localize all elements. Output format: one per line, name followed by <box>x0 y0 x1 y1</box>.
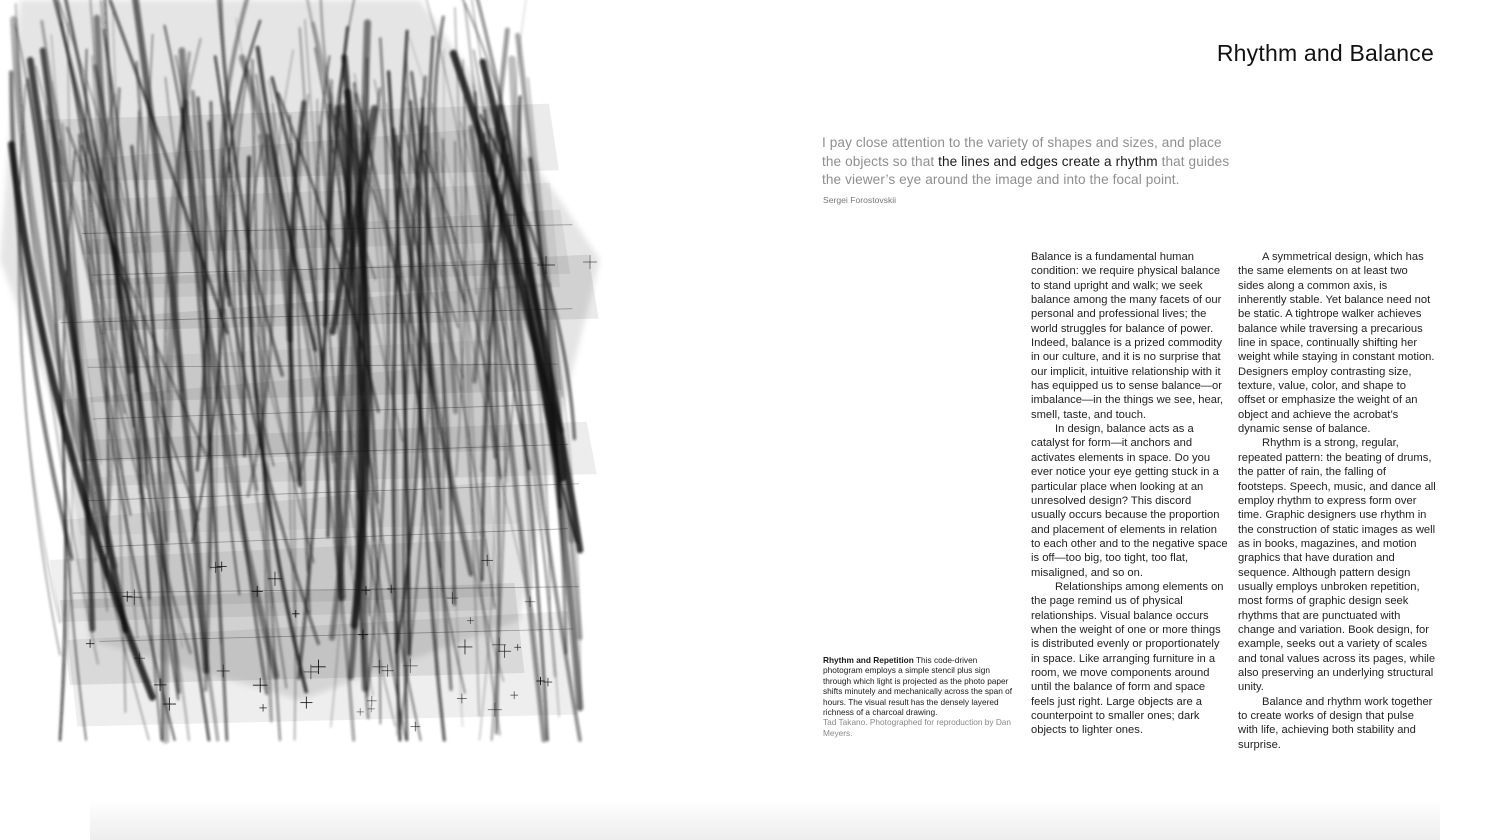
caption-text: This code-driven photogram employs a simple stencil plus sign through which light is projected as the photo paper shifts minutely and mechanically across the span of hours. The visual result has the densely layered richness of a charcoal drawing. <box>823 655 1013 718</box>
quote-text-start: I pay close attention to the variety of shapes and sizes, and place the objects so that <box>822 135 1222 169</box>
paragraph: Relationships among elements on the page remind us of physical relationships. Visual balance occurs when the weight of one or more things is distributed evenly or proportionately in space. Like arranging furniture in a room, we move components around until the balance of form and space feels just right. Large objects are a counterpoint to smaller ones; dark objects to lighter ones. <box>1031 580 1224 737</box>
paragraph: Balance and rhythm work together to create works of design that pulse with life, achieving both stability and surprise. <box>1238 695 1433 751</box>
pull-quote <box>822 134 1232 190</box>
caption-credit: Tad Takano. Photographed for reproduction by Dan Meyers. <box>823 717 1012 738</box>
quote-text-end: that guides the viewer’s eye around the image and into the focal point. <box>822 153 1230 187</box>
paragraph: In design, balance acts as a catalyst for form—it anchors and activates elements in space. Do you ever notice your eye getting stuck in a particular place when looking at an unresolved design? This discord usually occurs because the proportion and placement of elements in relation to each other and to the negative space is off—too big, too tight, too flat, misaligned, and so on. <box>1031 423 1228 579</box>
image-caption <box>823 655 1015 738</box>
quote-highlight: the lines and edges create a rhythm <box>938 153 1158 169</box>
paragraph: A symmetrical design, which has the same elements on at least two sides along a common axis, is inherently stable. Yet balance need not be static. A tightrope walker achieves balance while traversing a precarious line in space, continually shifting her weight while staying in constant motion. Designers employ contrasting size, texture, value, color, and shape to offset or emphasize the weight of an object and achieve the acrobat’s dynamic sense of balance. <box>1238 251 1435 436</box>
page-title: Rhythm and Balance <box>1216 40 1434 66</box>
caption-title: Rhythm and Repetition <box>823 655 914 665</box>
body-column-1 <box>1031 250 1229 738</box>
page-gutter-shadow <box>90 800 1440 840</box>
quote-author: Sergei Forostovskii <box>823 195 897 205</box>
photogram-artwork <box>0 0 620 780</box>
paragraph: Rhythm is a strong, regular, repeated pattern: the beating of drums, the patter of rain, the falling of footsteps. Speech, music, and dance all employ rhythm to express form over time. Graphic designers use rhythm in the construction of static images as well as in books, magazines, and motion graphics that have duration and sequence. Although pattern design usually employs unbroken repetition, most forms of graphic design seek rhythms that are punctuated with change and variation. Book design, for example, seeks out a variety of scales and tonal values across its pages, while also preserving an underlying structural unity. <box>1238 437 1436 694</box>
paragraph: Balance is a fundamental human condition: we require physical balance to stand upright and walk; we seek balance among the many facets of our personal and professional lives; the world struggles for balance of power. Indeed, balance is a prized commodity in our culture, and it is no surprise that our implicit, intuitive relationship with it has equipped us to sense balance—or imbalance—in the things we see, hear, smell, taste, and touch. <box>1031 251 1224 421</box>
art-streak <box>443 139 444 592</box>
body-column-2 <box>1238 250 1436 752</box>
